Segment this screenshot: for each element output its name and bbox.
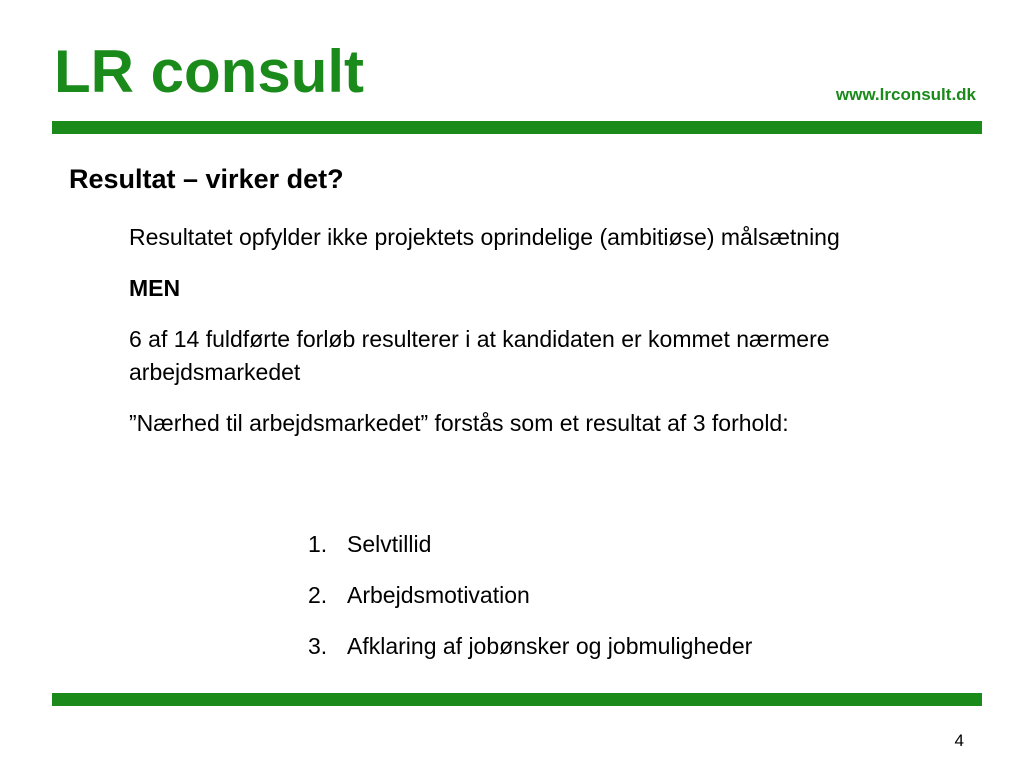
list-item xyxy=(308,528,752,561)
list-item-number: 1. xyxy=(308,531,328,557)
list-item xyxy=(308,630,752,663)
definition-paragraph: ”Nærhed til arbejdsmarkedet” forstås som et resultat af 3 forhold: xyxy=(129,410,789,436)
list-item-number: 2. xyxy=(308,582,328,608)
footer-divider xyxy=(52,693,982,706)
outcome-paragraph: 6 af 14 fuldførte forløb resulterer i at kandidaten er kommet nærmere arbejdsmarkedet xyxy=(129,326,830,385)
list-item-text: Selvtillid xyxy=(347,531,432,557)
slide-body xyxy=(129,221,909,458)
list-item-number: 3. xyxy=(308,633,328,659)
list-item-text: Afklaring af jobønsker og jobmuligheder xyxy=(347,633,753,659)
list-item-text: Arbejdsmotivation xyxy=(347,582,530,608)
result-paragraph: Resultatet opfylder ikke projektets oprindelige (ambitiøse) målsætning xyxy=(129,224,840,250)
slide-heading: Resultat – virker det? xyxy=(69,164,344,194)
factor-list xyxy=(308,528,752,681)
page-number: 4 xyxy=(954,731,964,750)
men-paragraph: MEN xyxy=(129,275,181,301)
header-divider xyxy=(52,121,982,134)
website-url: www.lrconsult.dk xyxy=(835,85,976,104)
company-logo: LR consult xyxy=(54,38,364,105)
list-item xyxy=(308,579,752,612)
